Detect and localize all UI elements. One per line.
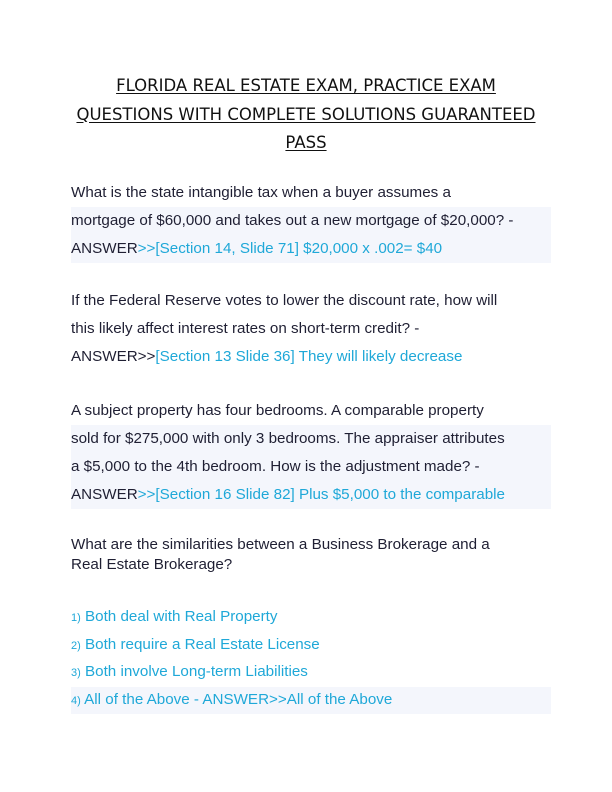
answer-text: [Section 14, Slide 71] $20,000 x .002= $40 [155,240,443,257]
option-number: 3) [71,667,81,680]
question-4 [71,535,551,575]
option-text: Both require a Real Estate License [85,635,320,653]
question-text-line: a $5,000 to the 4th bedroom. How is the adjustment made? - [71,453,551,481]
option-text: Both deal with Real Property [85,608,278,625]
question-text-line: mortgage of $60,000 and takes out a new mortgage of $20,000? - [71,207,551,235]
option-text: All of the Above - ANSWER>>All of the Above [84,690,393,708]
question-text-line: this likely affect interest rates on short-term credit? - [71,320,420,337]
question-1 [71,179,551,263]
question-text-line: Real Estate Brokerage? [71,556,233,573]
question-text-line: What is the state intangible tax when a buyer assumes a [71,184,451,201]
answer-text: [Section 13 Slide 36] They will likely decrease [155,348,463,365]
option-item [71,632,551,660]
option-item [71,659,551,687]
option-number: 1) [71,612,81,624]
answer-marker: >> [137,240,156,257]
document-title [60,72,552,158]
answer-label: ANSWER>> [71,348,156,365]
option-item [71,604,551,632]
answer-marker: >> [137,486,156,503]
title-line: QUESTIONS WITH COMPLETE SOLUTIONS GUARANTEED [76,104,536,124]
question-text-line: sold for $275,000 with only 3 bedrooms. The appraiser attributes [71,425,551,453]
option-text: Both involve Long-term Liabilities [85,663,308,681]
question-2 [71,287,551,371]
answer-label: ANSWER [71,486,138,503]
answer-line [71,343,551,371]
answer-line [71,481,551,509]
question-text-line: What are the similarities between a Business Brokerage and a [71,536,490,553]
option-number: 2) [71,639,81,652]
question-3 [71,397,551,509]
answer-options-list [71,604,551,714]
title-line: PASS [285,133,327,152]
question-text-line: If the Federal Reserve votes to lower the discount rate, how will [71,292,498,309]
option-item [71,687,551,715]
answer-text: [Section 16 Slide 82] Plus $5,000 to the comparable [155,486,505,503]
title-line: FLORIDA REAL ESTATE EXAM, PRACTICE EXAM [116,76,496,95]
question-text-line: A subject property has four bedrooms. A comparable property [71,402,484,419]
answer-label: ANSWER [71,240,138,257]
answer-line [71,235,551,263]
option-number: 4) [71,694,81,707]
